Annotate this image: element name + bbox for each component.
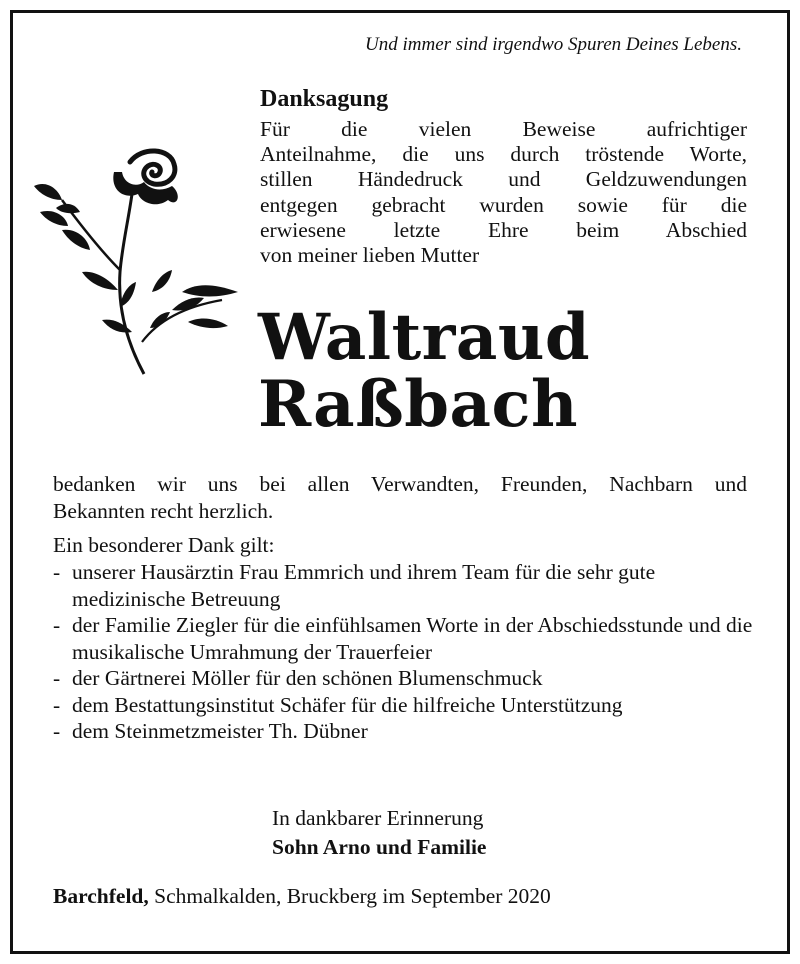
deceased-last-name: Raßbach xyxy=(258,367,578,442)
intro-line: entgegen gebracht wurden sowie für die xyxy=(260,192,747,217)
list-item: - dem Steinmetzmeister Th. Dübner xyxy=(53,718,753,745)
intro-line: von meiner lieben Mutter xyxy=(260,242,480,267)
thanks-line: Bekannten recht herzlich. xyxy=(53,498,274,523)
special-thanks-list xyxy=(53,559,753,745)
list-item: - unserer Hausärztin Frau Emmrich und ihrem Team für die sehr gute medizinische Betreuung xyxy=(53,559,753,612)
intro-line: stillen Händedruck und Geldzuwendungen xyxy=(260,167,747,192)
closing-block xyxy=(272,804,486,862)
intro-paragraph xyxy=(260,117,747,268)
special-thanks-intro: Ein besonderer Dank gilt: xyxy=(53,533,275,557)
place-bold: Barchfeld, xyxy=(53,884,149,908)
thanks-paragraph xyxy=(53,471,747,524)
list-item: - der Gärtnerei Möller für den schönen Blumenschmuck xyxy=(53,665,753,692)
intro-line: erwiesene letzte Ehre beim Abschied xyxy=(260,217,747,242)
list-item: - dem Bestattungsinstitut Schäfer für die hilfreiche Unterstützung xyxy=(53,692,753,719)
signature: Sohn Arno und Familie xyxy=(272,835,487,859)
motto: Und immer sind irgendwo Spuren Deines Lebens. xyxy=(365,34,742,55)
thanks-line: bedanken wir uns bei allen Verwandten, Freunden, Nachbarn und xyxy=(53,472,747,496)
intro-line: Anteilnahme, die uns durch tröstende Worte, xyxy=(260,142,747,167)
place-rest: Schmalkalden, Bruckberg im September 2020 xyxy=(148,884,551,908)
rose-flower-icon xyxy=(32,142,242,382)
intro-line: Für die vielen Beweise aufrichtiger xyxy=(260,117,747,141)
notice-heading: Danksagung xyxy=(260,86,389,112)
place-and-date xyxy=(53,884,551,909)
deceased-name xyxy=(258,300,591,442)
closing-phrase: In dankbarer Erinnerung xyxy=(272,806,484,830)
list-item: - der Familie Ziegler für die einfühlsamen Worte in der Abschiedsstunde und die musikalische Umrahmung der Trauerfeier xyxy=(53,612,753,665)
deceased-first-name: Waltraud xyxy=(258,300,591,375)
